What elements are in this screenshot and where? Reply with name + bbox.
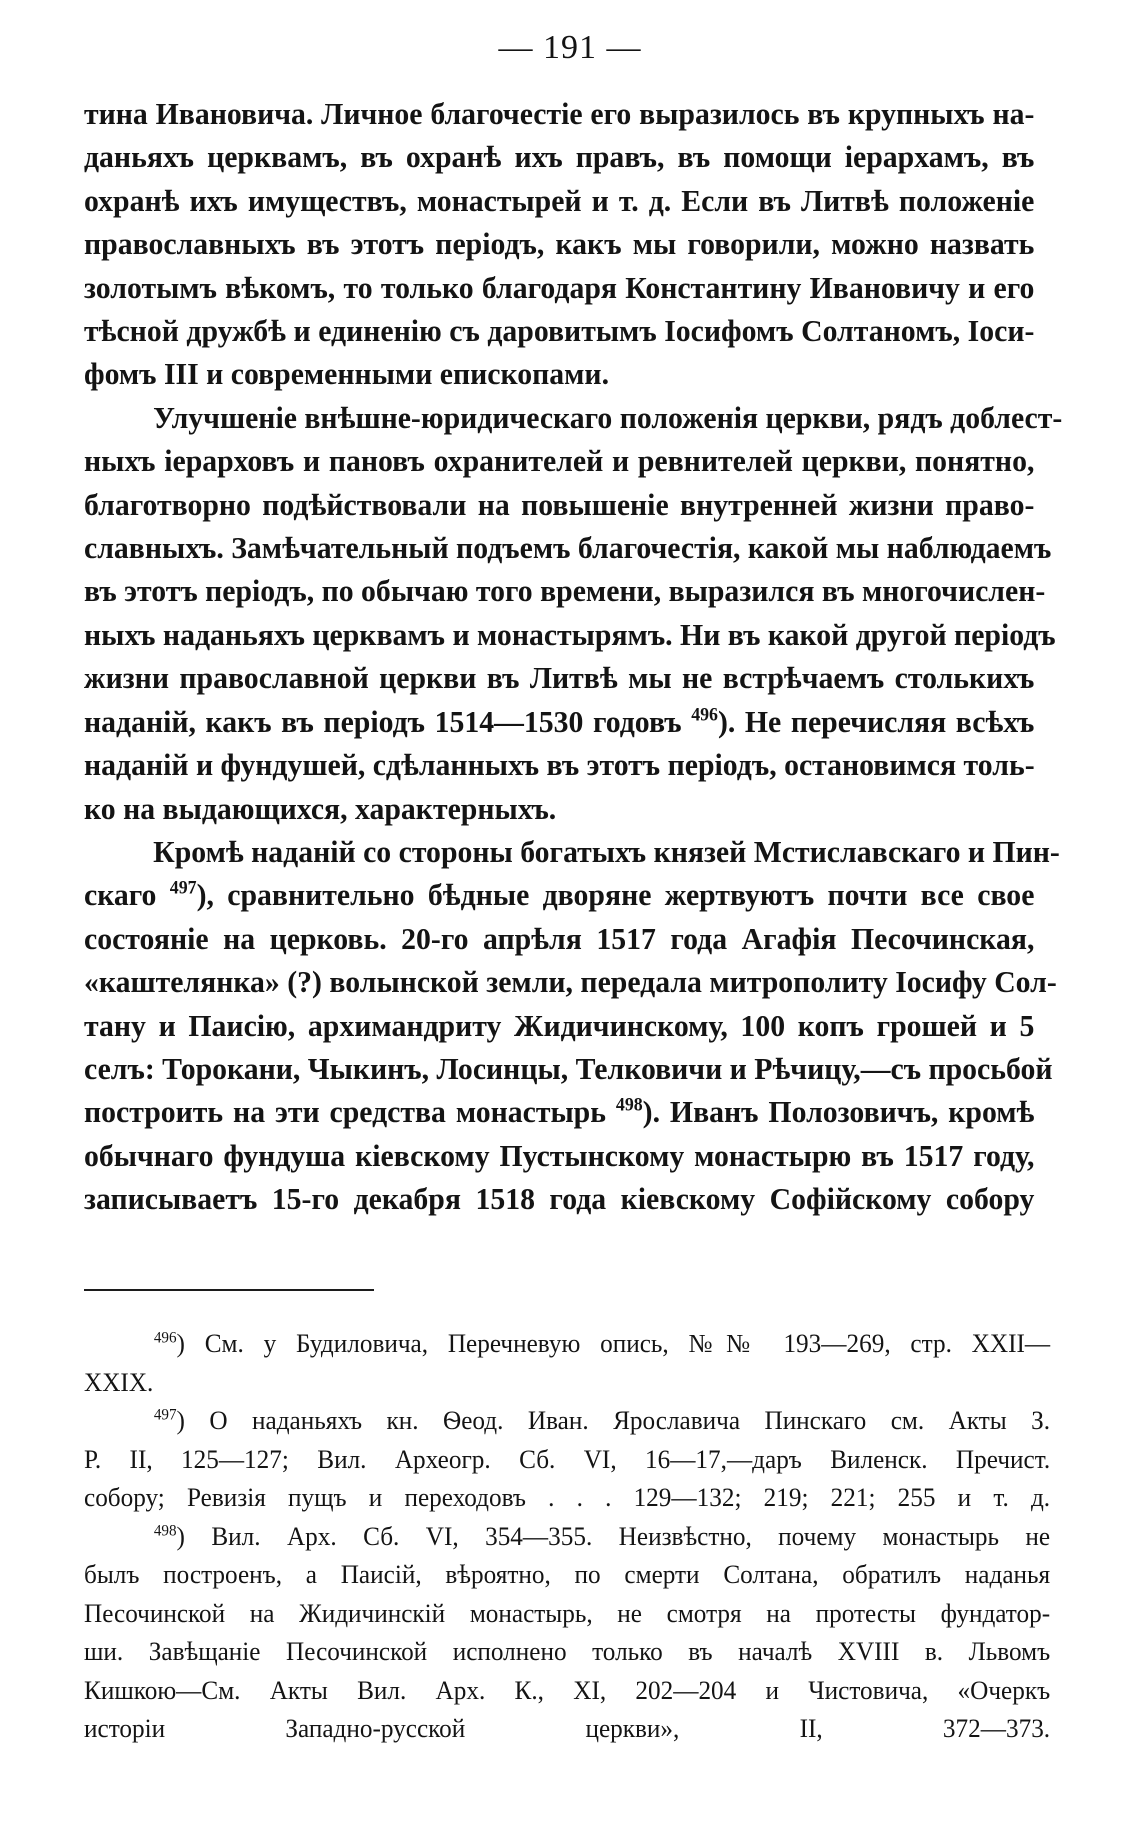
paragraph-1 (84, 92, 1034, 396)
text-line (84, 873, 1034, 916)
text-fragment: ). Иванъ Полозовичъ, кромѣ (642, 1094, 1035, 1130)
footnote-line: Р. II, 125—127; Вил. Археогр. Сб. VI, 16—17,—даръ Виленск. Пречист. (84, 1444, 1051, 1474)
text-line: тѣсной дружбѣ и единенію съ даровитымъ Іосифомъ Солтаномъ, Іоси- (84, 313, 1035, 349)
text-line: золотымъ вѣкомъ, то только благодаря Константину Ивановичу и его (84, 269, 1035, 305)
footnotes (84, 1325, 1050, 1749)
text-line: «каштелянка» (?) волынской земли, передала митрополиту Іосифу Сол- (84, 964, 1057, 1000)
text-line: селъ: Торокани, Чыкинъ, Лосинцы, Телковичи и Рѣчицу,—съ просьбой (84, 1050, 1053, 1086)
text-line: обычнаго фундуша кіевскому Пустынскому монастырю въ 1517 году, (84, 1137, 1035, 1173)
footnote-line: исторіи Западно-русской церкви», II, 372—373. (84, 1714, 1051, 1743)
footnote-line: Песочинской на Жидичинскій монастырь, не смотря на протесты фундатор- (84, 1598, 1051, 1628)
footnote-number: 498 (153, 1521, 177, 1539)
text-line: жизни православной церкви въ Литвѣ мы не встрѣчаемъ столькихъ (84, 660, 1035, 696)
text-fragment: наданій, какъ въ періодъ 1514—1530 годовъ (84, 703, 682, 739)
text-line: фомъ III и современными епископами. (84, 356, 610, 392)
footnote-number: 497 (153, 1406, 177, 1424)
text-line: ныхъ іерарховъ и пановъ охранителей и ревнителей церкви, понятно, (84, 443, 1035, 479)
text-line (84, 1090, 1034, 1133)
text-fragment: ), сравнительно бѣдные дворяне жертвуютъ почти все свое (196, 877, 1035, 913)
text-line: православныхъ въ этотъ періодъ, какъ мы говорили, можно назвать (84, 226, 1035, 262)
text-fragment: ) Вил. Арх. Сб. VI, 354—355. Неизвѣстно, почему монастырь не (176, 1521, 1051, 1551)
footnote-ref-497: 497 (169, 877, 197, 899)
footnote-number: 496 (153, 1329, 177, 1347)
footnote-line (84, 1518, 1050, 1557)
text-line: тану и Паисію, архимандриту Жидичинскому, 100 копъ грошей и 5 (84, 1007, 1035, 1043)
footnote-498 (84, 1518, 1050, 1749)
text-line: состояніе на церковь. 20-го апрѣля 1517 года Агафія Песочинская, (84, 920, 1035, 956)
footnote-line (84, 1402, 1050, 1441)
text-line: славныхъ. Замѣчательный подъемъ благочестія, какой мы наблюдаемъ (84, 530, 1052, 566)
text-line: ко на выдающихся, характерныхъ. (84, 790, 557, 826)
text-fragment: скаго (84, 877, 157, 913)
paragraph-2 (84, 396, 1063, 830)
text-line: записываетъ 15-го декабря 1518 года кіевскому Софійскому собору (84, 1181, 1035, 1217)
footnote-ref-498: 498 (615, 1095, 643, 1117)
footnote-line: Кишкою—См. Акты Вил. Арх. К., XI, 202—204 и Чистовича, «Очеркъ (84, 1675, 1051, 1705)
footnote-line (84, 1325, 1050, 1364)
text-line: въ этотъ періодъ, по обычаю того времени, выразился въ многочислен- (84, 573, 1046, 609)
footnote-line: собору; Ревизія пущъ и переходовъ . . . 129—132; 219; 221; 255 и т. д. (84, 1483, 1051, 1512)
page-number: — 191 — (498, 29, 642, 66)
text-fragment: ). Не перечисляя всѣхъ (717, 703, 1035, 739)
text-fragment: ) См. у Будиловича, Перечневую опись, №№ 193—269, стр. XXII— (176, 1329, 1051, 1358)
footnote-separator (84, 1289, 374, 1291)
footnote-497 (84, 1402, 1050, 1518)
text-line: благотворно подѣйствовали на повышеніе внутренней жизни право- (84, 486, 1035, 522)
footnote-line: былъ построенъ, а Паисій, вѣроятно, по смерти Солтана, обратилъ наданья (84, 1560, 1051, 1589)
text-line: Кромѣ наданій со стороны богатыхъ князей Мстиславскаго и Пин- (153, 833, 1060, 869)
footnote-496 (84, 1325, 1050, 1402)
text-line: охранѣ ихъ имуществъ, монастырей и т. д. Если въ Литвѣ положеніе (84, 182, 1035, 218)
text-line: даньяхъ церквамъ, въ охранѣ ихъ правъ, въ помощи іерархамъ, въ (84, 139, 1035, 175)
footnote-ref-496: 496 (691, 704, 718, 726)
text-line: тина Ивановича. Личное благочестіе его выразилось въ крупныхъ на- (84, 96, 1035, 131)
footnote-line: XXIX. (84, 1367, 154, 1397)
text-line (84, 700, 1034, 743)
paragraph-3 (84, 830, 1060, 1221)
text-line: Улучшеніе внѣшне-юридическаго положенія церкви, рядъ доблест- (153, 399, 1063, 435)
text-fragment: ) О наданьяхъ кн. Ѳеод. Иван. Ярославича Пинскаго см. Акты З. (176, 1406, 1051, 1435)
footnote-line: ши. Завѣщаніе Песочинской исполнено только въ началѣ XVIII в. Львомъ (84, 1637, 1051, 1666)
main-text (84, 92, 1063, 1221)
text-line: наданій и фундушей, сдѣланныхъ въ этотъ періодъ, остановимся толь- (84, 747, 1035, 783)
text-line: ныхъ наданьяхъ церквамъ и монастырямъ. Ни въ какой другой періодъ (84, 616, 1056, 652)
text-fragment: построить на эти средства монастырь (84, 1094, 606, 1130)
